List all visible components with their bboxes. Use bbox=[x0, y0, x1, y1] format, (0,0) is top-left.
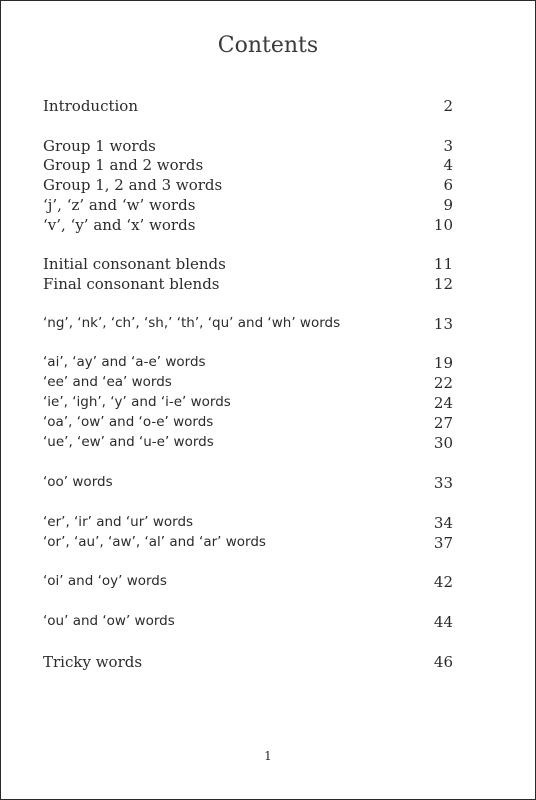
toc-entry-label: ‘or’, ‘au’, ‘aw’, ‘al’ and ‘ar’ words bbox=[43, 534, 266, 550]
toc-entry-page-number: 37 bbox=[433, 534, 453, 552]
toc-entry-page-number: 44 bbox=[433, 613, 453, 631]
toc-entry-page-number: 6 bbox=[443, 176, 453, 194]
toc-entry-label: ‘oi’ and ‘oy’ words bbox=[43, 573, 167, 589]
toc-entry-label: Group 1, 2 and 3 words bbox=[43, 176, 223, 194]
toc-entry-label: Final consonant blends bbox=[43, 275, 220, 293]
toc-entry-ie-igh[interactable] bbox=[43, 394, 453, 414]
toc-entry-page-number: 10 bbox=[433, 216, 453, 234]
toc-entry-tricky-words[interactable] bbox=[43, 653, 453, 673]
toc-entry-page-number: 30 bbox=[433, 434, 453, 452]
toc-entry-label: Group 1 words bbox=[43, 137, 156, 155]
toc-entry-label: Initial consonant blends bbox=[43, 255, 226, 273]
footer-page-number: 1 bbox=[264, 749, 272, 763]
toc-entry-label: ‘er’, ‘ir’ and ‘ur’ words bbox=[43, 514, 194, 530]
toc-entry-page-number: 19 bbox=[433, 354, 453, 372]
toc-entry-group-1-2-3[interactable] bbox=[43, 176, 453, 196]
toc-entry-page-number: 13 bbox=[433, 315, 453, 333]
toc-entry-ou-ow[interactable] bbox=[43, 613, 453, 633]
toc-entry-ee-ea[interactable] bbox=[43, 374, 453, 394]
toc-entry-page-number: 33 bbox=[433, 474, 453, 492]
toc-entry-digraphs[interactable] bbox=[43, 315, 453, 335]
toc-entry-page-number: 9 bbox=[443, 196, 453, 214]
toc-entry-label: ‘ee’ and ‘ea’ words bbox=[43, 374, 172, 390]
toc-entry-label: ‘v’, ‘y’ and ‘x’ words bbox=[43, 216, 196, 234]
toc-entry-label: ‘ai’, ‘ay’ and ‘a-e’ words bbox=[43, 354, 206, 370]
toc-entry-group-1-2[interactable] bbox=[43, 156, 453, 176]
toc-entry-page-number: 42 bbox=[433, 573, 453, 591]
toc-entry-label: ‘ng’, ‘nk’, ‘ch’, ‘sh,’ ‘th’, ‘qu’ and ‘wh’ words bbox=[43, 315, 341, 331]
toc-entry-group-1[interactable] bbox=[43, 137, 453, 157]
toc-entry-page-number: 46 bbox=[433, 653, 453, 671]
toc-entry-label: ‘j’, ‘z’ and ‘w’ words bbox=[43, 196, 196, 214]
toc-entry-introduction[interactable] bbox=[43, 97, 453, 117]
toc-entry-ai-ay[interactable] bbox=[43, 354, 453, 374]
toc-entry-or-au[interactable] bbox=[43, 534, 453, 554]
toc-entry-label: Tricky words bbox=[43, 653, 143, 671]
toc-entry-label: ‘ue’, ‘ew’ and ‘u-e’ words bbox=[43, 434, 214, 450]
toc-entry-page-number: 34 bbox=[433, 514, 453, 532]
toc-entry-page-number: 27 bbox=[433, 414, 453, 432]
toc-entry-j-z-w[interactable] bbox=[43, 196, 453, 216]
toc-entry-page-number: 11 bbox=[433, 255, 453, 273]
toc-entry-v-y-x[interactable] bbox=[43, 216, 453, 236]
toc-entry-initial-blends[interactable] bbox=[43, 255, 453, 275]
toc-entry-label: ‘ie’, ‘igh’, ‘y’ and ‘i-e’ words bbox=[43, 394, 231, 410]
page-title: Contents bbox=[217, 33, 319, 58]
toc-entry-page-number: 4 bbox=[443, 156, 453, 174]
toc-entry-page-number: 3 bbox=[443, 137, 453, 155]
toc-entry-ue-ew[interactable] bbox=[43, 434, 453, 454]
toc-entry-label: Group 1 and 2 words bbox=[43, 156, 204, 174]
toc-entry-page-number: 2 bbox=[443, 97, 453, 115]
toc-entry-page-number: 22 bbox=[433, 374, 453, 392]
toc-entry-label: ‘oa’, ‘ow’ and ‘o-e’ words bbox=[43, 414, 214, 430]
toc-entry-label: ‘oo’ words bbox=[43, 474, 113, 490]
toc-entry-page-number: 24 bbox=[433, 394, 453, 412]
toc-entry-oo[interactable] bbox=[43, 474, 453, 494]
toc-entry-label: Introduction bbox=[43, 97, 138, 115]
toc-entry-final-blends[interactable] bbox=[43, 275, 453, 295]
toc-entry-er-ir-ur[interactable] bbox=[43, 514, 453, 534]
toc-entry-page-number: 12 bbox=[433, 275, 453, 293]
toc-entry-oi-oy[interactable] bbox=[43, 573, 453, 593]
toc-entry-label: ‘ou’ and ‘ow’ words bbox=[43, 613, 175, 629]
toc-entry-oa-ow[interactable] bbox=[43, 414, 453, 434]
